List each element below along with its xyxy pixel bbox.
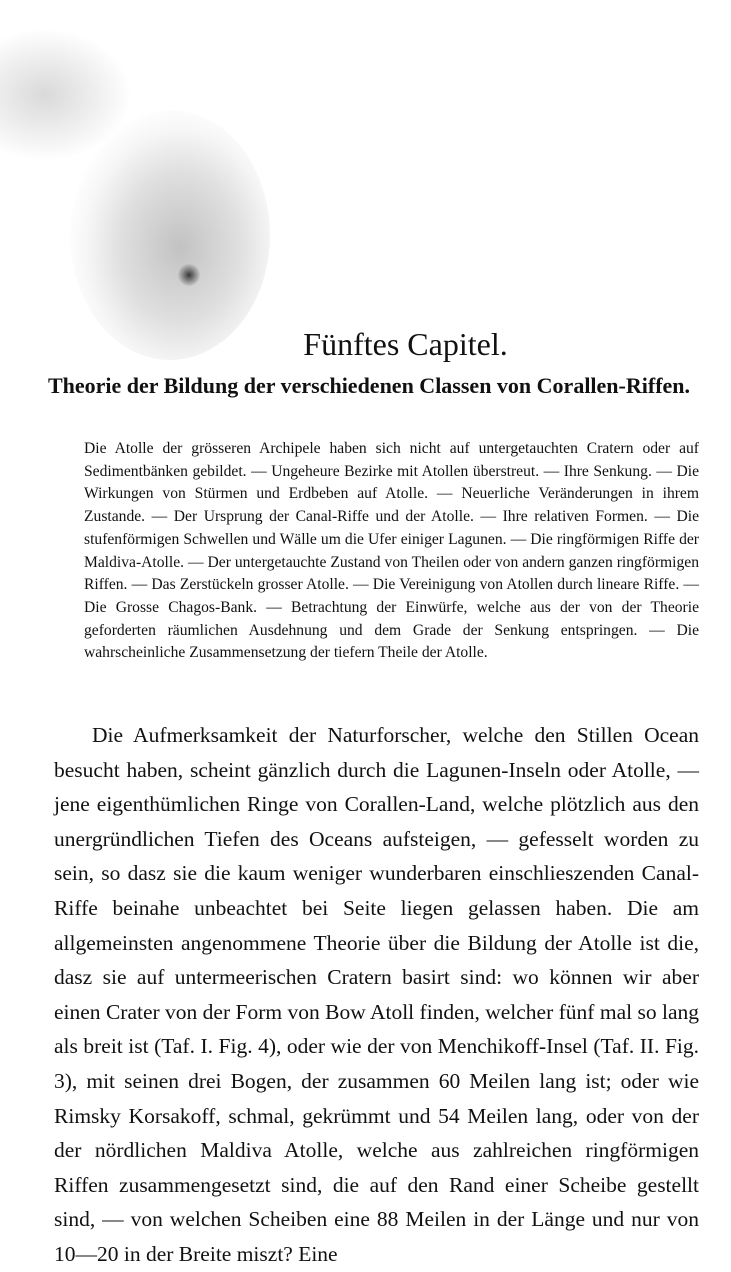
body-paragraph: Die Aufmerksamkeit der Naturforscher, welche den Stillen Ocean besucht haben, scheint gänzlich durch die Lagunen-Inseln oder Atolle, — jene eigenthümlichen Ringe von Corallen-Land, welche plötzlich aus den unergründlichen Tiefen des Oceans aufsteigen, — gefesselt worden zu sein, so dasz sie die kaum weniger wunderbaren einschlieszenden Canal-Riffe beinahe unbeachtet bei Seite liegen gelassen haben. Die am allgemeinsten angenommene Theorie über die Bildung der Atolle ist die, dasz sie auf untermeerischen Cratern basirt sind: wo können wir aber einen Crater von der Form von Bow Atoll finden, welcher fünf mal so lang als breit ist (Taf. I. Fig. 4), oder wie der von Menchikoff-Insel (Taf. II. Fig. 3), mit seinen drei Bogen, der zusammen 60 Meilen lang ist; oder wie Rimsky Korsakoff, schmal, gekrümmt und 54 Meilen lang, oder von der der nördlichen Maldiva Atolle, welche aus zahlreichen ringförmigen Riffen zusammengesetzt sind, die auf den Rand einer Scheibe gestellt sind, — von welchen Scheiben eine 88 Meilen in der Länge und nur von 10—20 in der Breite miszt? Eine: [54, 723, 699, 1266]
chapter-heading: Theorie der Bildung der verschiedenen Classen von Corallen-Riffen.: [47, 373, 691, 398]
chapter-title: Fünftes Capitel.: [303, 326, 508, 362]
ink-spot: [178, 264, 200, 286]
paper-stain-top: [0, 30, 130, 160]
chapter-summary: Die Atolle der grösseren Archipele haben sich nicht auf untergetauchten Cratern oder auf Sedimentbänken gebildet. — Ungeheure Bezirke mit Atollen überstreut. — Ihre Senkung. — Die Wirkungen von Stürmen und Erdbeben auf Atolle. — Neuerliche Veränderungen in ihrem Zustande. — Der Ursprung der Canal-Riffe und der Atolle. — Ihre relativen Formen. — Die stufenförmigen Schwellen und Wälle um die Ufer einiger Lagunen. — Die ringförmigen Riffe der Maldiva-Atolle. — Der untergetauchte Zustand von Theilen oder von andern ganzen ringförmigen Riffen. — Das Zerstückeln grosser Atolle. — Die Vereinigung von Atollen durch lineare Riffe. — Die Grosse Chagos-Bank. — Betrachtung der Einwürfe, welche aus der von der Theorie geforderten räumlichen Ausdehnung und dem Grade der Senkung entspringen. — Die wahrscheinliche Zusammensetzung der tiefern Theile der Atolle.: [84, 440, 699, 662]
